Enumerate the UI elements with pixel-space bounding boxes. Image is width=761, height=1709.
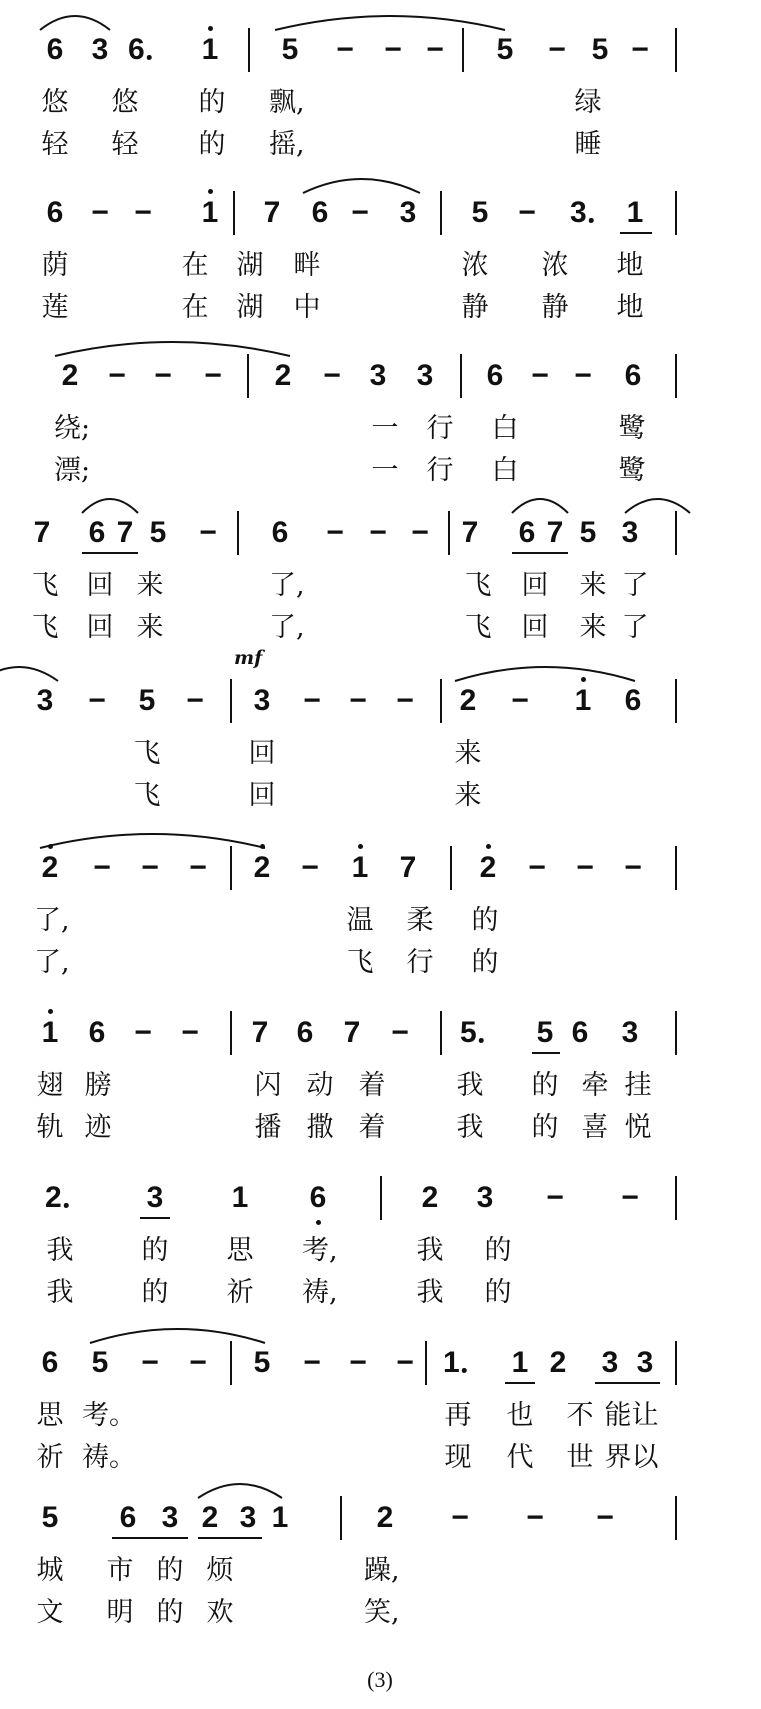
lyric-verse-2: 的 — [471, 947, 499, 978]
slur-arc — [40, 16, 110, 30]
lyric-verse-2: 播 — [254, 1112, 282, 1143]
lyric-verse-2: 迹 — [84, 1112, 112, 1143]
lyric-verse-1: 城 — [36, 1555, 64, 1586]
lyric-verse-1: 我 — [456, 1070, 484, 1101]
note-numeral: 6 — [309, 1181, 327, 1214]
duration-dash: − — [411, 516, 429, 549]
duration-dash: − — [134, 196, 152, 229]
bar-line — [448, 511, 450, 555]
lyric-verse-1: 畔 — [293, 250, 321, 281]
note-numeral: 6 — [571, 1016, 589, 1049]
lyric-verse-2: 回 — [521, 612, 549, 643]
octave-dot-high — [581, 677, 586, 682]
note-numeral: 2 — [479, 851, 497, 884]
duration-dash: − — [93, 851, 111, 884]
duration-dash: − — [349, 684, 367, 717]
note-numeral: 6 — [311, 196, 329, 229]
beam-underline — [595, 1382, 660, 1384]
note-numeral: 3 — [161, 1501, 179, 1534]
lyric-verse-1: 了, — [269, 570, 305, 601]
note-numeral: 7 — [399, 851, 417, 884]
bar-line — [230, 679, 232, 723]
bar-line — [340, 1496, 342, 1540]
bar-line — [675, 28, 677, 72]
octave-dot-high — [208, 26, 213, 31]
lyric-verse-2: 了, — [34, 947, 70, 978]
lyric-verse-1: 悠 — [41, 87, 69, 118]
bar-line — [462, 28, 464, 72]
bar-line — [425, 1341, 427, 1385]
note-numeral: 6 — [624, 359, 642, 392]
bar-line — [380, 1176, 382, 1220]
duration-dash: − — [546, 1181, 564, 1214]
lyric-verse-2: 来 — [136, 612, 164, 643]
note-numeral: 5 — [41, 1501, 59, 1534]
duration-dash: − — [576, 851, 594, 884]
note-numeral: 2 — [459, 684, 477, 717]
beam-underline — [140, 1217, 170, 1219]
bar-line — [440, 1011, 442, 1055]
slur-arc — [82, 499, 138, 513]
note-numeral: 1． — [443, 1346, 490, 1379]
lyric-verse-1: 再 — [444, 1400, 472, 1431]
bar-line — [675, 1341, 677, 1385]
lyric-verse-2: 明 — [106, 1597, 134, 1628]
duration-dash: − — [518, 196, 536, 229]
duration-dash: − — [596, 1501, 614, 1534]
octave-dot-high — [486, 844, 491, 849]
bar-line — [675, 679, 677, 723]
bar-line — [237, 511, 239, 555]
lyric-verse-1: 思 — [36, 1400, 64, 1431]
lyric-verse-2: 在 — [181, 292, 209, 323]
lyric-verse-2: 文 — [36, 1597, 64, 1628]
lyric-verse-1: 的 — [471, 905, 499, 936]
duration-dash: − — [391, 1016, 409, 1049]
note-numeral: 3 — [253, 684, 271, 717]
lyric-verse-2: 祈 — [226, 1277, 254, 1308]
lyric-verse-2: 我 — [456, 1112, 484, 1143]
lyric-verse-2: 地 — [616, 292, 644, 323]
slur-arc — [90, 1329, 265, 1343]
bar-line — [675, 1011, 677, 1055]
duration-dash: − — [631, 33, 649, 66]
lyric-verse-2: 着 — [358, 1112, 386, 1143]
lyric-verse-2: 的 — [531, 1112, 559, 1143]
lyric-verse-2: 的 — [141, 1277, 169, 1308]
lyric-verse-2: 欢 — [206, 1597, 234, 1628]
beam-underline — [505, 1382, 535, 1384]
note-numeral: 5． — [460, 1016, 507, 1049]
beam-underline — [112, 1537, 188, 1539]
bar-line — [675, 1176, 677, 1220]
bar-line — [248, 28, 250, 72]
lyric-verse-1: 让 — [631, 1400, 659, 1431]
lyric-verse-2: 飞 — [346, 947, 374, 978]
lyric-verse-1: 浓 — [461, 250, 489, 281]
note-numeral: 5 — [281, 33, 299, 66]
lyric-verse-2: 喜 — [581, 1112, 609, 1143]
lyric-verse-1: 行 — [426, 413, 454, 444]
lyric-verse-2: 笑, — [364, 1597, 400, 1628]
lyric-verse-1: 牵 — [581, 1070, 609, 1101]
note-numeral: 2 — [421, 1181, 439, 1214]
duration-dash: − — [154, 359, 172, 392]
lyric-verse-2: 世 — [566, 1442, 594, 1473]
duration-dash: − — [303, 684, 321, 717]
duration-dash: − — [108, 359, 126, 392]
note-numeral: 3 — [601, 1346, 619, 1379]
lyric-verse-1: 绕; — [54, 413, 91, 444]
lyric-verse-1: 荫 — [41, 250, 69, 281]
note-numeral: 2 — [61, 359, 79, 392]
note-numeral: 2． — [45, 1181, 92, 1214]
duration-dash: − — [141, 851, 159, 884]
lyric-verse-1: 在 — [181, 250, 209, 281]
note-numeral: 6 — [271, 516, 289, 549]
duration-dash: − — [574, 359, 592, 392]
duration-dash: − — [528, 851, 546, 884]
beam-underline — [512, 552, 568, 554]
lyric-verse-2: 行 — [426, 455, 454, 486]
lyric-verse-1: 飞 — [464, 570, 492, 601]
lyric-verse-1: 柔 — [406, 905, 434, 936]
lyric-verse-1: 一 — [371, 413, 399, 444]
lyric-verse-2: 回 — [86, 612, 114, 643]
note-numeral: 6 — [296, 1016, 314, 1049]
lyric-verse-2: 漂; — [54, 455, 91, 486]
lyric-verse-1: 烦 — [206, 1555, 234, 1586]
duration-dash: − — [369, 516, 387, 549]
lyric-verse-1: 的 — [484, 1235, 512, 1266]
duration-dash: − — [88, 684, 106, 717]
lyric-verse-1: 回 — [248, 738, 276, 769]
lyric-verse-2: 飞 — [31, 612, 59, 643]
lyric-verse-2: 界 — [604, 1442, 632, 1473]
note-numeral: 3 — [416, 359, 434, 392]
note-numeral: 6 — [88, 1016, 106, 1049]
lyric-verse-2: 代 — [506, 1442, 534, 1473]
slur-arc — [303, 179, 420, 193]
lyric-verse-1: 了 — [621, 570, 649, 601]
note-numeral: 2 — [376, 1501, 394, 1534]
octave-dot-high — [48, 844, 53, 849]
lyric-verse-2: 我 — [46, 1277, 74, 1308]
lyric-verse-2: 回 — [248, 780, 276, 811]
lyric-verse-2: 祷, — [302, 1277, 338, 1308]
note-numeral: 7 — [116, 516, 134, 549]
lyric-verse-1: 浓 — [541, 250, 569, 281]
slur-arc — [0, 667, 58, 681]
lyric-verse-2: 来 — [579, 612, 607, 643]
note-numeral: 1 — [201, 33, 219, 66]
bar-line — [460, 354, 462, 398]
note-numeral: 5 — [496, 33, 514, 66]
lyric-verse-1: 回 — [521, 570, 549, 601]
octave-dot-high — [358, 844, 363, 849]
bar-line — [440, 679, 442, 723]
note-numeral: 3 — [91, 33, 109, 66]
lyric-verse-2: 以 — [631, 1442, 659, 1473]
lyric-verse-2: 的 — [484, 1277, 512, 1308]
duration-dash: − — [426, 33, 444, 66]
lyric-verse-1: 翅 — [36, 1070, 64, 1101]
note-numeral: 5 — [579, 516, 597, 549]
note-numeral: 5 — [471, 196, 489, 229]
note-numeral: 1 — [201, 196, 219, 229]
note-numeral: 7 — [263, 196, 281, 229]
duration-dash: − — [326, 516, 344, 549]
note-numeral: 5 — [591, 33, 609, 66]
note-numeral: 5 — [138, 684, 156, 717]
lyric-verse-1: 飘, — [269, 87, 305, 118]
octave-dot-high — [260, 844, 265, 849]
lyric-verse-1: 考。 — [82, 1400, 136, 1431]
lyric-verse-1: 挂 — [624, 1070, 652, 1101]
lyric-verse-2: 祈 — [36, 1442, 64, 1473]
lyric-verse-2: 静 — [461, 292, 489, 323]
note-numeral: 3 — [36, 684, 54, 717]
bar-line — [675, 846, 677, 890]
lyric-verse-1: 躁, — [364, 1555, 400, 1586]
duration-dash: − — [548, 33, 566, 66]
lyric-verse-2: 撒 — [306, 1112, 334, 1143]
duration-dash: − — [301, 851, 319, 884]
lyric-verse-2: 飞 — [133, 780, 161, 811]
note-numeral: 5 — [91, 1346, 109, 1379]
duration-dash: − — [396, 1346, 414, 1379]
lyric-verse-1: 鹭 — [618, 413, 646, 444]
slur-arc — [625, 499, 690, 513]
duration-dash: − — [199, 516, 217, 549]
lyric-verse-2: 轨 — [36, 1112, 64, 1143]
lyric-verse-2: 了 — [621, 612, 649, 643]
lyric-verse-2: 轻 — [41, 129, 69, 160]
lyric-verse-2: 轻 — [111, 129, 139, 160]
lyric-verse-1: 温 — [346, 905, 374, 936]
note-numeral: 3 — [239, 1501, 257, 1534]
lyric-verse-1: 膀 — [84, 1070, 112, 1101]
note-numeral: 3 — [369, 359, 387, 392]
lyric-verse-2: 一 — [371, 455, 399, 486]
duration-dash: − — [349, 1346, 367, 1379]
duration-dash: − — [336, 33, 354, 66]
beam-underline — [198, 1537, 262, 1539]
note-numeral: 1 — [351, 851, 369, 884]
lyric-verse-1: 我 — [46, 1235, 74, 1266]
duration-dash: − — [134, 1016, 152, 1049]
lyric-verse-2: 我 — [416, 1277, 444, 1308]
lyric-verse-1: 的 — [141, 1235, 169, 1266]
duration-dash: − — [323, 359, 341, 392]
note-numeral: 6 — [46, 33, 64, 66]
note-numeral: 6 — [46, 196, 64, 229]
dynamic-mark: mf — [234, 647, 263, 669]
lyric-verse-1: 湖 — [236, 250, 264, 281]
bar-line — [675, 1496, 677, 1540]
lyric-verse-1: 来 — [454, 738, 482, 769]
note-numeral: 1 — [511, 1346, 529, 1379]
note-numeral: 5 — [149, 516, 167, 549]
lyric-verse-2: 祷。 — [82, 1442, 136, 1473]
lyric-verse-2: 行 — [406, 947, 434, 978]
octave-dot-low — [316, 1220, 321, 1225]
bar-line — [230, 1011, 232, 1055]
lyric-verse-2: 了, — [269, 612, 305, 643]
lyric-verse-1: 闪 — [254, 1070, 282, 1101]
bar-line — [247, 354, 249, 398]
duration-dash: − — [204, 359, 222, 392]
lyric-verse-1: 悠 — [111, 87, 139, 118]
note-numeral: 6 — [41, 1346, 59, 1379]
lyric-verse-2: 来 — [454, 780, 482, 811]
slur-arc — [512, 499, 568, 513]
duration-dash: − — [91, 196, 109, 229]
bar-line — [675, 191, 677, 235]
lyric-verse-1: 地 — [616, 250, 644, 281]
lyric-verse-1: 动 — [306, 1070, 334, 1101]
octave-dot-high — [48, 1009, 53, 1014]
lyric-verse-1: 绿 — [574, 87, 602, 118]
note-numeral: 5 — [253, 1346, 271, 1379]
beam-underline — [620, 232, 652, 234]
bar-line — [675, 354, 677, 398]
lyric-verse-2: 的 — [156, 1597, 184, 1628]
beam-underline — [532, 1052, 560, 1054]
slur-arc — [55, 342, 290, 356]
lyric-verse-1: 飞 — [133, 738, 161, 769]
lyric-verse-1: 考, — [302, 1235, 338, 1266]
note-numeral: 2 — [549, 1346, 567, 1379]
lyric-verse-1: 能 — [604, 1400, 632, 1431]
note-numeral: 6 — [119, 1501, 137, 1534]
note-numeral: 6 — [518, 516, 536, 549]
note-numeral: 7 — [33, 516, 51, 549]
duration-dash: − — [303, 1346, 321, 1379]
note-numeral: 3 — [636, 1346, 654, 1379]
note-numeral: 2 — [253, 851, 271, 884]
bar-line — [440, 191, 442, 235]
lyric-verse-2: 睡 — [574, 129, 602, 160]
note-numeral: 7 — [546, 516, 564, 549]
lyric-verse-2: 白 — [491, 455, 519, 486]
note-numeral: 2 — [201, 1501, 219, 1534]
duration-dash: − — [511, 684, 529, 717]
note-numeral: 7 — [343, 1016, 361, 1049]
slur-layer — [0, 991, 761, 1031]
note-numeral: 3 — [621, 1016, 639, 1049]
duration-dash: − — [531, 359, 549, 392]
bar-line — [230, 1341, 232, 1385]
lyric-verse-2: 中 — [293, 292, 321, 323]
bar-line — [675, 511, 677, 555]
lyric-verse-1: 不 — [566, 1400, 594, 1431]
score-system-10 — [0, 1490, 761, 1670]
lyric-verse-1: 的 — [531, 1070, 559, 1101]
lyric-verse-1: 我 — [416, 1235, 444, 1266]
note-numeral: 1 — [41, 1016, 59, 1049]
duration-dash: − — [451, 1501, 469, 1534]
octave-dot-high — [208, 189, 213, 194]
lyric-verse-2: 湖 — [236, 292, 264, 323]
note-numeral: 5 — [536, 1016, 554, 1049]
duration-dash: − — [384, 33, 402, 66]
note-numeral: 6 — [486, 359, 504, 392]
score-system-4 — [0, 505, 761, 685]
note-numeral: 7 — [461, 516, 479, 549]
note-numeral: 6 — [88, 516, 106, 549]
note-numeral: 3 — [621, 516, 639, 549]
lyric-verse-1: 着 — [358, 1070, 386, 1101]
duration-dash: − — [351, 196, 369, 229]
lyric-verse-2: 悦 — [624, 1112, 652, 1143]
note-numeral: 7 — [251, 1016, 269, 1049]
slur-arc — [455, 667, 635, 681]
lyric-verse-1: 市 — [106, 1555, 134, 1586]
note-numeral: 3 — [476, 1181, 494, 1214]
note-numeral: 3 — [399, 196, 417, 229]
lyric-verse-2: 现 — [444, 1442, 472, 1473]
lyric-verse-1: 回 — [86, 570, 114, 601]
duration-dash: − — [189, 1346, 207, 1379]
lyric-verse-2: 飞 — [464, 612, 492, 643]
note-numeral: 6 — [624, 684, 642, 717]
lyric-verse-2: 静 — [541, 292, 569, 323]
lyric-verse-1: 了, — [34, 905, 70, 936]
lyric-verse-1: 也 — [506, 1400, 534, 1431]
bar-line — [450, 846, 452, 890]
duration-dash: − — [141, 1346, 159, 1379]
lyric-verse-1: 来 — [136, 570, 164, 601]
lyric-verse-1: 的 — [198, 87, 226, 118]
lyric-verse-1: 思 — [226, 1235, 254, 1266]
beam-underline — [82, 552, 138, 554]
note-numeral: 6． — [128, 33, 175, 66]
duration-dash: − — [396, 684, 414, 717]
lyric-verse-2: 莲 — [41, 292, 69, 323]
note-numeral: 2 — [41, 851, 59, 884]
lyric-verse-2: 的 — [198, 129, 226, 160]
duration-dash: − — [624, 851, 642, 884]
note-numeral: 1 — [626, 196, 644, 229]
note-numeral: 1 — [574, 684, 592, 717]
lyric-verse-1: 白 — [491, 413, 519, 444]
duration-dash: − — [526, 1501, 544, 1534]
note-numeral: 3． — [570, 196, 617, 229]
duration-dash: − — [189, 851, 207, 884]
note-numeral: 3 — [146, 1181, 164, 1214]
duration-dash: − — [621, 1181, 639, 1214]
bar-line — [233, 191, 235, 235]
lyric-verse-2: 摇, — [269, 129, 305, 160]
duration-dash: − — [186, 684, 204, 717]
slur-arc — [275, 16, 505, 30]
slur-arc — [198, 1484, 282, 1498]
lyric-verse-1: 来 — [579, 570, 607, 601]
note-numeral: 1 — [271, 1501, 289, 1534]
note-numeral: 1 — [231, 1181, 249, 1214]
lyric-verse-1: 飞 — [31, 570, 59, 601]
page-number: (3) — [367, 1667, 393, 1692]
lyric-verse-1: 的 — [156, 1555, 184, 1586]
note-numeral: 2 — [274, 359, 292, 392]
lyric-verse-2: 鹭 — [618, 455, 646, 486]
bar-line — [230, 846, 232, 890]
duration-dash: − — [181, 1016, 199, 1049]
